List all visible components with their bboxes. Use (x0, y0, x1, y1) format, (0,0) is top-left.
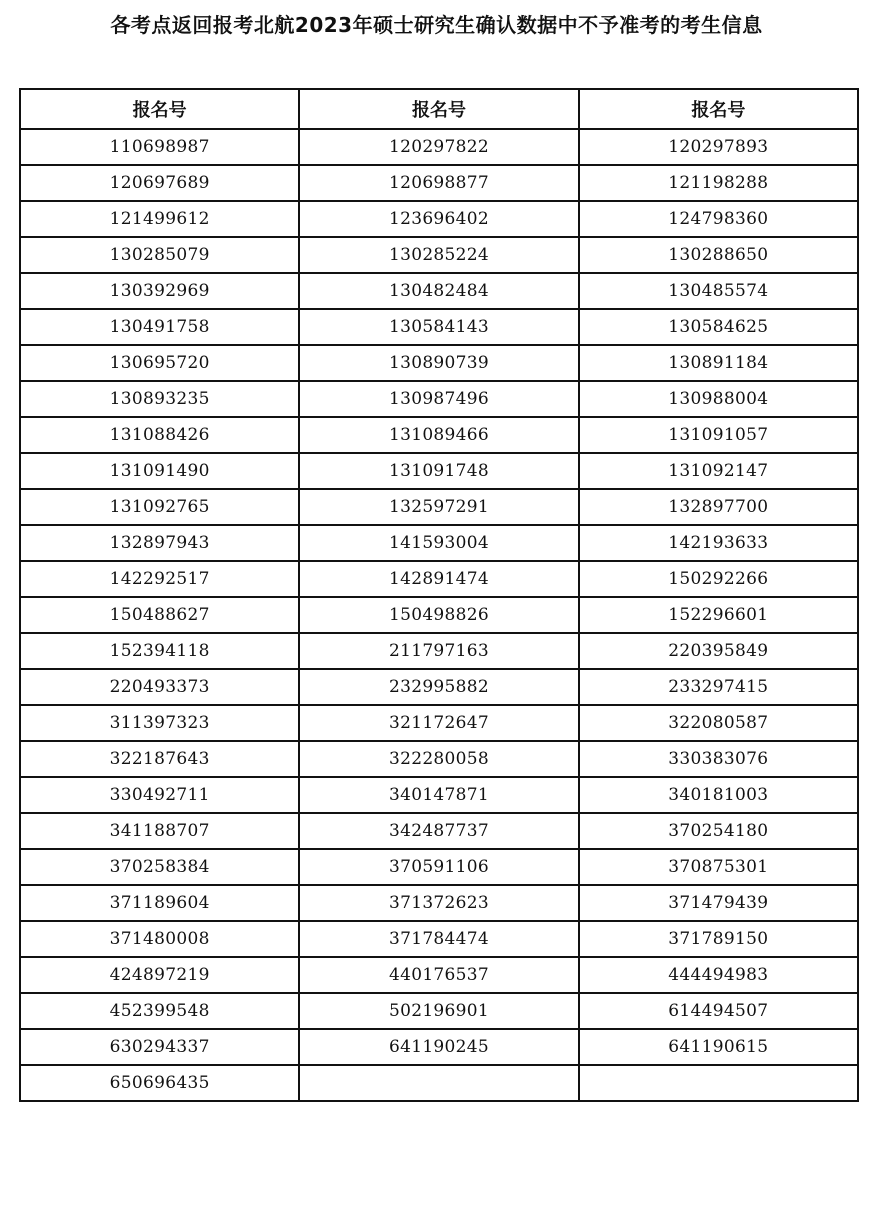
registration-number-cell: 233297415 (579, 669, 858, 705)
registration-number-cell: 322080587 (579, 705, 858, 741)
registration-number-cell: 330492711 (20, 777, 299, 813)
table-row (20, 525, 858, 561)
table-row (20, 1065, 858, 1101)
registration-number-cell: 371784474 (299, 921, 578, 957)
table-row (20, 165, 858, 201)
registration-number-cell: 131092765 (20, 489, 299, 525)
registration-number-cell: 131088426 (20, 417, 299, 453)
table-row (20, 309, 858, 345)
column-header: 报名号 (20, 89, 299, 129)
registration-number-cell: 371479439 (579, 885, 858, 921)
registration-number-cell: 130988004 (579, 381, 858, 417)
registration-number-cell: 130482484 (299, 273, 578, 309)
registration-number-cell (579, 1065, 858, 1101)
table-row (20, 273, 858, 309)
registration-number-cell: 311397323 (20, 705, 299, 741)
registration-number-cell: 130288650 (579, 237, 858, 273)
registration-number-cell: 130485574 (579, 273, 858, 309)
registration-number-cell: 130392969 (20, 273, 299, 309)
table-row (20, 813, 858, 849)
registration-number-cell: 130987496 (299, 381, 578, 417)
registration-number-cell: 130584625 (579, 309, 858, 345)
registration-number-cell: 131091057 (579, 417, 858, 453)
registration-number-cell: 322280058 (299, 741, 578, 777)
registration-number-cell: 121198288 (579, 165, 858, 201)
registration-number-cell: 502196901 (299, 993, 578, 1029)
table-row (20, 345, 858, 381)
table-row (20, 957, 858, 993)
registration-number-cell: 142891474 (299, 561, 578, 597)
registration-number-cell: 152296601 (579, 597, 858, 633)
table-header-row (20, 89, 858, 129)
registration-number-cell: 370258384 (20, 849, 299, 885)
registration-number-cell: 371189604 (20, 885, 299, 921)
registration-number-cell: 371480008 (20, 921, 299, 957)
registration-number-cell: 120297822 (299, 129, 578, 165)
registration-number-cell: 440176537 (299, 957, 578, 993)
column-header: 报名号 (579, 89, 858, 129)
table-row (20, 705, 858, 741)
registration-number-cell: 110698987 (20, 129, 299, 165)
registration-number-cell: 211797163 (299, 633, 578, 669)
table-row (20, 921, 858, 957)
registration-number-cell: 150498826 (299, 597, 578, 633)
table-body (20, 129, 858, 1101)
table-row (20, 237, 858, 273)
registration-number-cell: 130491758 (20, 309, 299, 345)
registration-number-cell: 120698877 (299, 165, 578, 201)
document-title: 各考点返回报考北航2023年硕士研究生确认数据中不予准考的考生信息 (110, 13, 763, 37)
registration-number-cell (299, 1065, 578, 1101)
table-row (20, 777, 858, 813)
table-row (20, 741, 858, 777)
registration-number-cell: 220395849 (579, 633, 858, 669)
registration-number-cell: 630294337 (20, 1029, 299, 1065)
registration-number-cell: 341188707 (20, 813, 299, 849)
registration-number-cell: 120297893 (579, 129, 858, 165)
table-row (20, 993, 858, 1029)
table-row (20, 885, 858, 921)
table-row (20, 633, 858, 669)
registration-number-cell: 132597291 (299, 489, 578, 525)
registration-number-cell: 342487737 (299, 813, 578, 849)
registration-number-cell: 232995882 (299, 669, 578, 705)
registration-number-cell: 641190245 (299, 1029, 578, 1065)
registration-number-cell: 220493373 (20, 669, 299, 705)
registration-number-cell: 123696402 (299, 201, 578, 237)
registration-number-cell: 124798360 (579, 201, 858, 237)
registration-number-cell: 444494983 (579, 957, 858, 993)
registration-number-cell: 322187643 (20, 741, 299, 777)
table-row (20, 381, 858, 417)
registration-number-cell: 141593004 (299, 525, 578, 561)
registration-number-cell: 150488627 (20, 597, 299, 633)
registration-number-cell: 152394118 (20, 633, 299, 669)
registration-number-cell: 131091748 (299, 453, 578, 489)
registration-number-cell: 370254180 (579, 813, 858, 849)
registration-number-cell: 120697689 (20, 165, 299, 201)
registration-number-cell: 452399548 (20, 993, 299, 1029)
registration-number-cell: 371789150 (579, 921, 858, 957)
registration-number-cell: 142292517 (20, 561, 299, 597)
registration-number-cell: 150292266 (579, 561, 858, 597)
table-row (20, 489, 858, 525)
table-row (20, 1029, 858, 1065)
registration-number-cell: 132897700 (579, 489, 858, 525)
table-row (20, 417, 858, 453)
registration-number-cell: 121499612 (20, 201, 299, 237)
column-header: 报名号 (299, 89, 578, 129)
registration-number-cell: 130584143 (299, 309, 578, 345)
table-row (20, 669, 858, 705)
registration-number-cell: 424897219 (20, 957, 299, 993)
registration-number-cell: 614494507 (579, 993, 858, 1029)
registration-number-cell: 321172647 (299, 705, 578, 741)
registration-number-cell: 641190615 (579, 1029, 858, 1065)
registration-number-cell: 650696435 (20, 1065, 299, 1101)
registration-number-cell: 132897943 (20, 525, 299, 561)
registration-number-cell: 340181003 (579, 777, 858, 813)
registration-number-cell: 130695720 (20, 345, 299, 381)
registration-number-cell: 142193633 (579, 525, 858, 561)
table-row (20, 561, 858, 597)
registration-number-cell: 130893235 (20, 381, 299, 417)
table-row (20, 201, 858, 237)
registration-number-cell: 130890739 (299, 345, 578, 381)
table-row (20, 597, 858, 633)
table-row (20, 129, 858, 165)
table-row (20, 453, 858, 489)
table-row (20, 849, 858, 885)
registration-number-cell: 371372623 (299, 885, 578, 921)
registration-number-cell: 131092147 (579, 453, 858, 489)
registration-number-cell: 370591106 (299, 849, 578, 885)
registration-number-cell: 130891184 (579, 345, 858, 381)
registration-number-cell: 370875301 (579, 849, 858, 885)
registration-number-table (19, 88, 859, 1102)
registration-number-cell: 340147871 (299, 777, 578, 813)
registration-number-cell: 130285079 (20, 237, 299, 273)
registration-number-cell: 130285224 (299, 237, 578, 273)
registration-number-cell: 330383076 (579, 741, 858, 777)
registration-number-cell: 131089466 (299, 417, 578, 453)
registration-number-cell: 131091490 (20, 453, 299, 489)
